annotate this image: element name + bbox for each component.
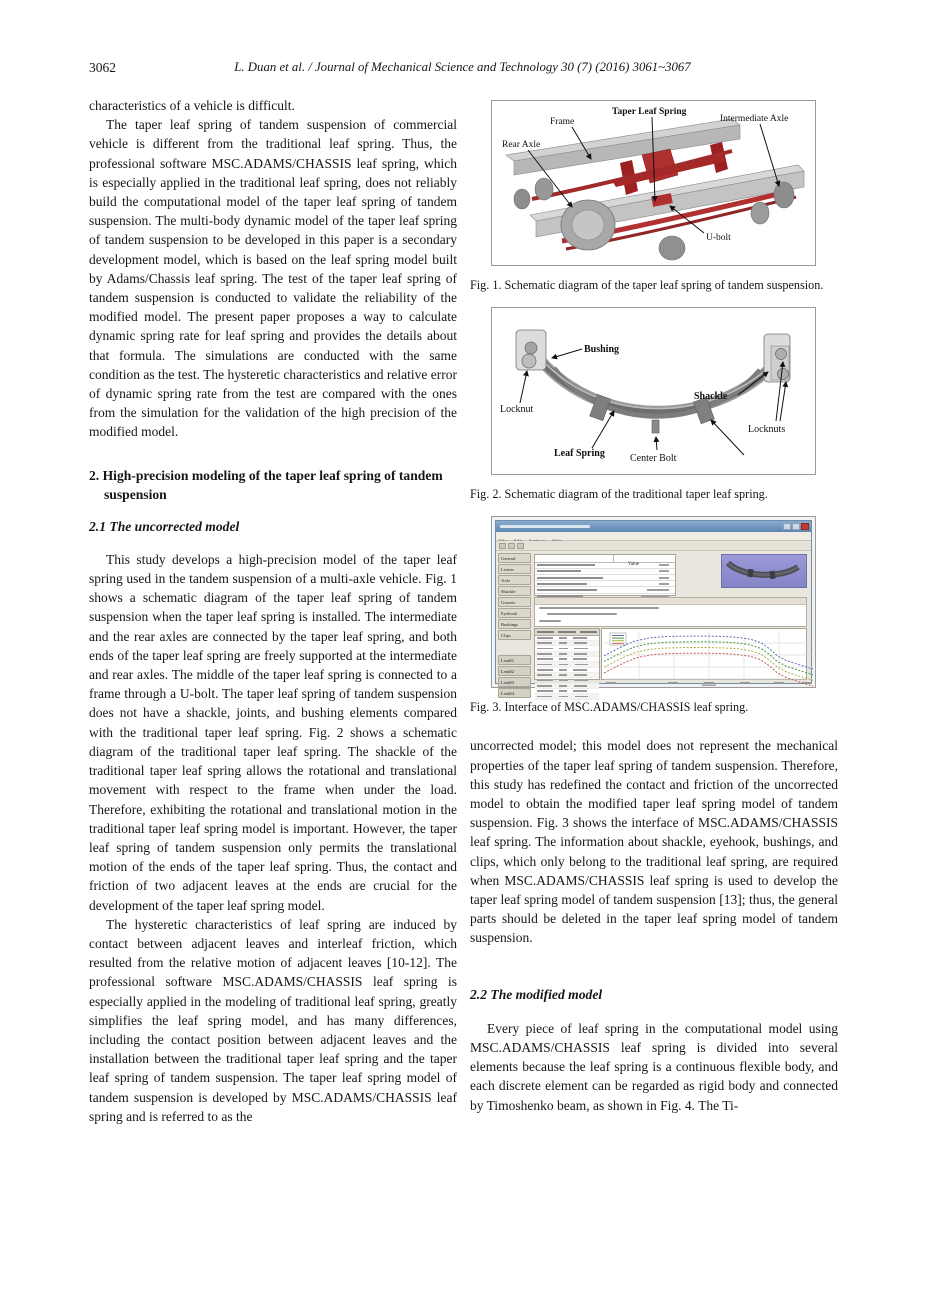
figure-1-caption: Fig. 1. Schematic diagram of the taper leaf spring of tandem suspension.: [470, 278, 824, 292]
leaf-profile-plot: [601, 628, 807, 680]
center-bolt-label: Center Bolt: [630, 452, 677, 464]
plot-canvas: [602, 629, 815, 687]
toolbar-icon: [508, 543, 515, 549]
text-smudge: [647, 589, 669, 591]
menu-help: [552, 533, 562, 539]
paragraph: uncorrected model; this model does not represent the mechanical properties of the taper leaf spring of tandem suspension. Therefore, this study has redefined the contact and friction of the uncorrected model to obtain the modified taper leaf spring model of tandem suspension. Fig. 3 shows the interface of MSC.ADAMS/CHASSIS leaf spring. The information about shackle, eyehook, bushings, and clips, which only belong to the traditional leaf spring, are required when MSC.ADAMS/CHASSIS leaf spring is used to develop the taper leaf spring model of tandem suspension [13]; thus, the general parts should be deleted in the taper leaf spring model of tandem suspension.: [470, 738, 838, 946]
running-head: L. Duan et al. / Journal of Mechanical Science and Technology 30 (7) (2016) 3061~3067: [234, 60, 691, 74]
text-smudge: [574, 642, 587, 644]
text-smudge: [537, 642, 552, 644]
tab-axle: Axle: [498, 575, 531, 585]
leaf-item-2: Leaf#2: [498, 666, 531, 676]
file-info-header: [535, 598, 806, 605]
text-smudge: [659, 570, 669, 572]
text-smudge: [537, 658, 553, 660]
text-smudge: [573, 669, 587, 671]
text-smudge: [659, 583, 669, 585]
paragraph: Every piece of leaf spring in the computational model using MSC.ADAMS/CHASSIS leaf spring is divided into several elements because the leaf spring is a continuous flexible body, and each discrete element can be regarded as rigid body and connected by Timoshenko beam, as shown in Fig. 4. The Ti-: [470, 1020, 838, 1113]
leaf-item-3: Leaf#3: [498, 677, 531, 687]
leaf-spring-label: Leaf Spring: [554, 447, 605, 459]
plot-grid: [604, 631, 813, 679]
text-smudge: [659, 577, 669, 579]
text-smudge: [537, 690, 553, 692]
text-smudge: [559, 637, 567, 639]
text-smudge: [537, 589, 597, 591]
tab-gussets: Gussets: [498, 597, 531, 607]
text-smudge: [539, 620, 561, 622]
property-value-column: Value: [628, 561, 639, 567]
u-bolt-label: U-bolt: [706, 233, 731, 243]
text-smudge: [537, 680, 553, 682]
frame-label: Frame: [550, 117, 575, 127]
text-smudge: [573, 637, 587, 639]
text-smudge: [580, 631, 597, 633]
paragraph: This study develops a high-precision model of the taper leaf spring used in the tandem suspension of a multi-axle vehicle. Fig. 1 shows a schematic diagram of the taper leaf spring of tandem suspension when the taper leaf spring is installed. The intermediate and the rear axles are connected by the taper leaf spring, and both ends of the taper leaf spring are freely supported at the intermediate and rear axles. The middle of the taper leaf spring is connected to a frame through a U-bolt. The taper leaf spring of tandem suspension does not have a shackle, joints, and bushing elements compared with the traditional taper leaf spring. Fig. 2 shows a schematic diagram of the traditional taper leaf spring. The shackle of the traditional taper leaf spring allows the rotational and translational movement with respect to the frame when under the load. Therefore, exhibiting the rotational and translational motion in the traditional taper leaf spring model is important. However, the taper leaf spring of tandem suspension only permits the translational motion of the ends of the taper leaf spring. Thus, the contact and friction of two adjacent leaves at the ends are crucial for the development of the taper leaf spring model.: [89, 551, 457, 913]
leaf-spring-3d-preview: [721, 554, 807, 588]
text-smudge: [558, 631, 575, 633]
figure-3-caption: Fig. 3. Interface of MSC.ADAMS/CHASSIS leaf spring.: [470, 699, 749, 714]
toolbar-icon: [499, 543, 506, 549]
locknuts-label: Locknuts: [748, 423, 786, 435]
app-window: [495, 520, 812, 696]
bushing-label: Bushing: [584, 343, 620, 355]
text-smudge: [547, 613, 617, 615]
paragraph: characteristics of a vehicle is difficult.: [89, 98, 295, 113]
locknut-label: Locknut: [500, 403, 534, 415]
text-smudge: [559, 696, 568, 698]
figure-2-caption: Fig. 2. Schematic diagram of the traditional taper leaf spring.: [470, 486, 768, 501]
leaf-item-4: Leaf#4: [498, 688, 531, 698]
right-column: [470, 100, 838, 1115]
text-smudge: [537, 664, 552, 666]
text-smudge: [559, 690, 567, 692]
text-smudge: [575, 696, 588, 698]
menu-settings: [529, 533, 545, 539]
property-name-column: [535, 555, 614, 562]
section-heading-2-2: 2.2 The modified model: [470, 986, 603, 1002]
preview-leaf-drawing: [722, 555, 804, 585]
file-info-panel: [534, 597, 807, 627]
window-title-bar: [496, 521, 811, 532]
paragraph: The hysteretic characteristics of leaf spring are induced by contact between adjacent leaves and interleaf friction, which resulted from the relative motion of adjacent leaves [10-12]. The professional software MSC.ADAMS/CHASSIS leaf spring is especially applied in the modeling of traditional leaf spring, greatly simplifies the leaf spring model, and has many differences, including the contact position between adjacent leaves and the installation between the traditional taper leaf spring and the taper leaf spring of tandem suspension. The taper leaf spring model of tandem suspension is developed by MSC.ADAMS/CHASSIS leaf spring and is referred to as the: [89, 916, 457, 1124]
text-smudge: [559, 648, 568, 650]
figure-1-tandem-suspension-diagram: [491, 100, 816, 266]
menu-bar: [496, 532, 811, 541]
text-smudge: [537, 669, 553, 671]
page-number: 3062: [89, 60, 116, 75]
text-smudge: [559, 685, 567, 687]
tab-shackle: Shackle: [498, 586, 531, 596]
data-table-header: [535, 629, 599, 636]
text-smudge: [537, 583, 587, 585]
figure-1-drawing: [492, 101, 815, 265]
tab-general: General: [498, 553, 531, 563]
rear-axle-label: Rear Axle: [502, 140, 541, 150]
panel-gap: [498, 641, 531, 655]
shackle-fitting: [764, 334, 790, 382]
taper-leaf-spring-label: Taper Leaf Spring: [612, 107, 687, 117]
text-smudge: [574, 648, 588, 650]
toolbar: [496, 541, 811, 551]
section-heading-2: 2. High-precision modeling of the taper leaf spring of tandem suspension: [89, 467, 443, 502]
paragraph: The taper leaf spring of tandem suspension of commercial vehicle is different from the traditional leaf spring. Thus, the professional software MSC.ADAMS/CHASSIS leaf spring, which is especially applied in the traditional leaf spring, does not reliably build the computational model of the taper leaf spring of tandem suspension. The multi-body dynamic model of the taper leaf spring of tandem suspension to be developed in this paper is a secondary development model, which is based on the leaf spring model built by Adams/Chassis leaf spring. The test of the taper leaf spring of tandem suspension is conducted to validate the reliability of the modified model. The present paper proposes a way to calculate dynamic spring rate for leaf spring and provides the details about that formula. The simulations are conducted with the same condition as the test. The hysteretic characteristics and relative error of dynamic spring rate from the test are compared with the ones from the simulation for the validation of the high precision of the modified model.: [89, 117, 457, 440]
data-row: [535, 694, 599, 699]
tab-eyehook: Eyehook: [498, 608, 531, 618]
figure-2-traditional-leaf-spring-diagram: [491, 307, 816, 475]
tab-leaves: Leaves: [498, 564, 531, 574]
figure-2-drawing: [492, 308, 815, 474]
text-smudge: [574, 674, 587, 676]
text-smudge: [537, 696, 552, 698]
left-column: [89, 96, 457, 1126]
menu-edit: [514, 533, 522, 539]
text-smudge: [537, 570, 581, 572]
text-smudge: [559, 674, 567, 676]
text-smudge: [559, 658, 567, 660]
text-smudge: [573, 690, 587, 692]
text-smudge: [575, 664, 588, 666]
leaf-data-table: [534, 628, 600, 680]
toolbar-icon: [517, 543, 524, 549]
section-heading-2-1: 2.1 The uncorrected model: [89, 518, 240, 534]
text-smudge: [537, 648, 553, 650]
tab-bushings: Bushings: [498, 619, 531, 629]
text-smudge: [559, 653, 567, 655]
close-button-icon: [801, 523, 809, 530]
shackle-label: Shackle: [694, 390, 728, 402]
property-grid-header: [535, 555, 675, 567]
text-smudge: [559, 680, 568, 682]
tab-clips: Clips: [498, 630, 531, 640]
text-smudge: [537, 631, 554, 633]
text-smudge: [537, 653, 552, 655]
title-text-smudge: [500, 525, 590, 528]
text-smudge: [537, 577, 603, 579]
menu-file: [499, 533, 507, 539]
text-smudge: [537, 685, 552, 687]
property-grid: [534, 554, 676, 596]
text-smudge: [574, 680, 588, 682]
text-smudge: [574, 653, 587, 655]
bushing-fitting: [516, 330, 546, 370]
text-smudge: [659, 564, 669, 566]
text-smudge: [537, 674, 552, 676]
left-tab-panel: [498, 553, 531, 696]
axis-tick-smudges: [606, 682, 812, 686]
maximize-button-icon: [792, 523, 800, 530]
text-smudge: [559, 669, 567, 671]
leaf-item-1: Leaf#1: [498, 655, 531, 665]
text-smudge: [559, 642, 567, 644]
minimize-button-icon: [783, 523, 791, 530]
text-smudge: [573, 658, 587, 660]
window-buttons: [783, 523, 809, 530]
text-smudge: [537, 637, 553, 639]
text-smudge: [537, 564, 595, 566]
figure-3-adams-chassis-screenshot: [491, 516, 816, 696]
text-smudge: [559, 664, 568, 666]
text-smudge: [574, 685, 587, 687]
intermediate-axle-label: Intermediate Axle: [720, 114, 789, 124]
text-smudge: [539, 607, 659, 609]
